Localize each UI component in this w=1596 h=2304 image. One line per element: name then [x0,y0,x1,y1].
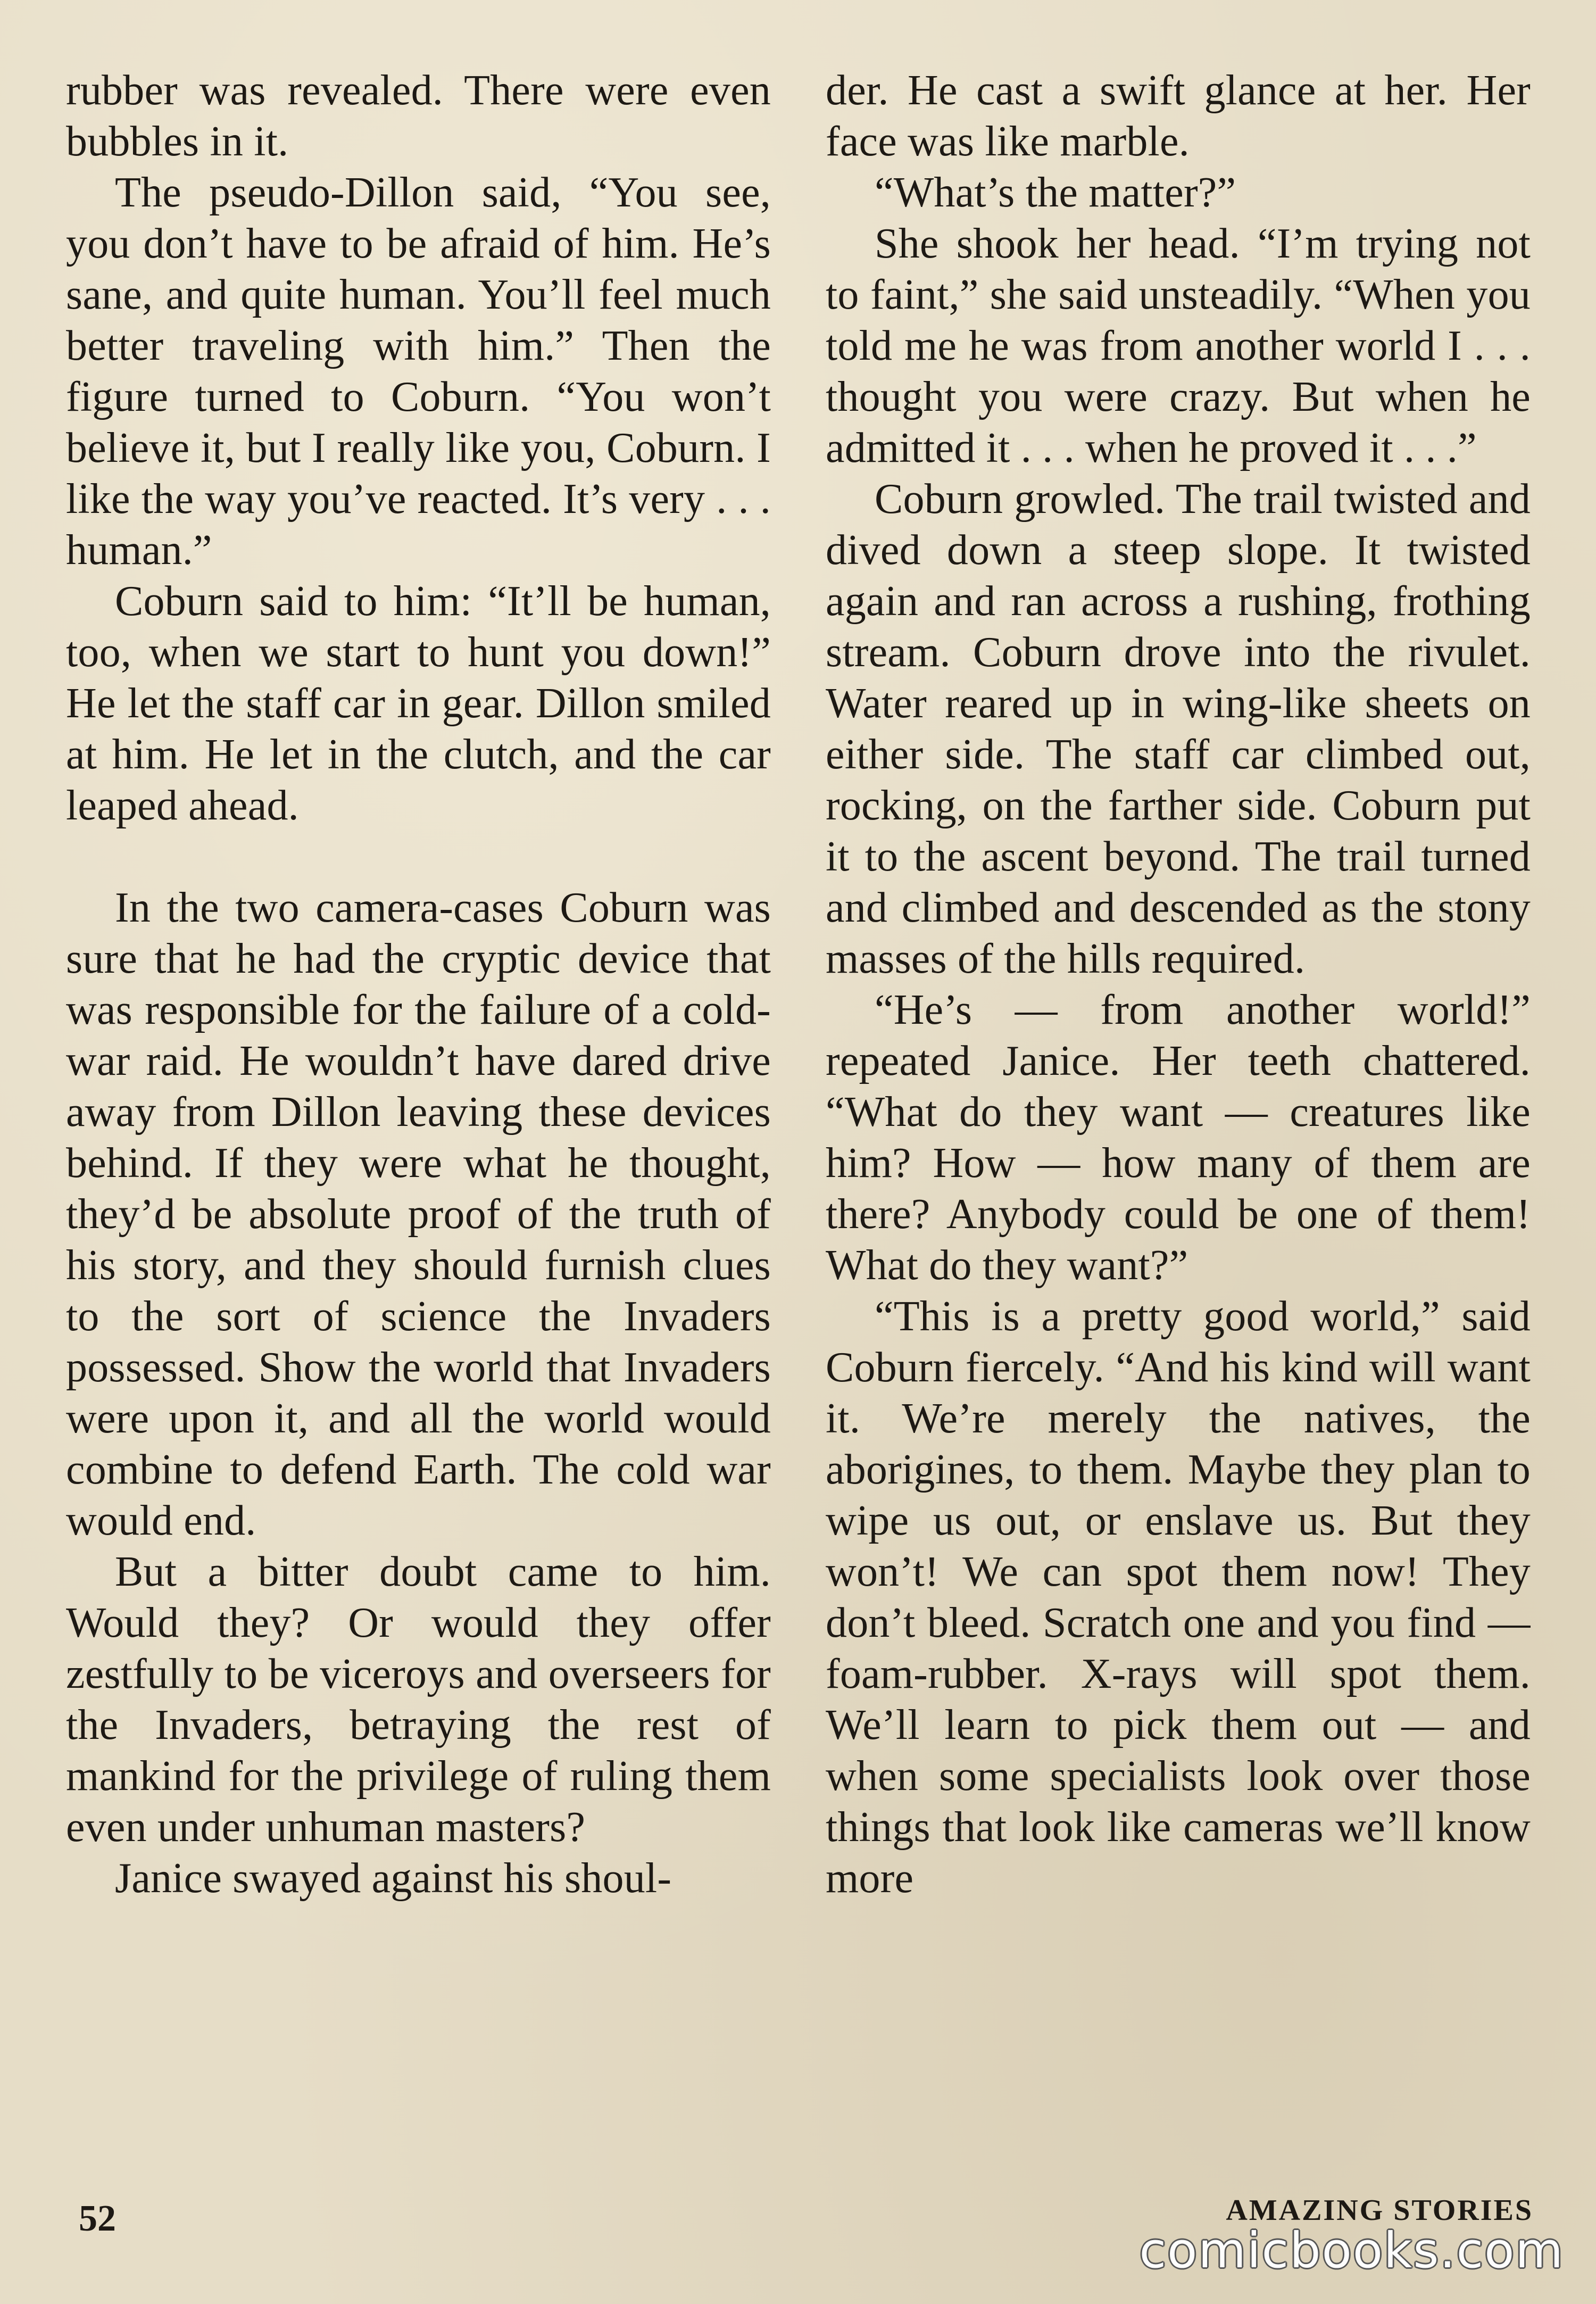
paragraph: But a bitter doubt came to him. Would they? Or would they offer zestfully to be viceroys and overseers for the Invaders, betraying the rest of mankind for the privilege of ruling them even under unhuman masters? [66,1548,771,1851]
paragraph: “What’s the matter?” [875,169,1236,216]
right-text-column [826,65,1531,2151]
paragraph: She shook her head. “I’m trying not to faint,” she said unsteadily. “When you told me he was from another world I . . . thought you were crazy. But when he admitted it . . . when he proved it . . .” [826,220,1531,471]
paragraph: Janice swayed against his shoul- [115,1855,672,1902]
running-footer-title: AMAZING STORIES [1226,2194,1533,2227]
paragraph: Coburn growled. The trail twisted and dived down a steep slope. It twisted again and ran across a rushing, frothing stream. Coburn drove into the rivulet. Water reared up in wing-like sheets on either side. The staff car climbed out, rocking, on the farther side. Coburn put it to the ascent beyond. The trail turned and climbed and descended as the stony masses of the hills required. [826,476,1531,982]
left-text-column [66,65,771,2151]
paragraph: In the two camera-cases Coburn was sure that he had the cryptic device that was responsible for the failure of a cold-war raid. He wouldn’t have dared drive away from Dillon leaving these devices behind. If they were what he thought, they’d be absolute proof of the truth of his story, and they should furnish clues to the sort of science the Invaders possessed. Show the world that Invaders were upon it, and all the world would combine to defend Earth. The cold war would end. [66,884,771,1544]
paragraph: The pseudo-Dillon said, “You see, you don’t have to be afraid of him. He’s sane, and quite human. You’ll feel much better traveling with him.” Then the figure turned to Coburn. “You won’t believe it, but I really like you, Coburn. I like the way you’ve reacted. It’s very . . . human.” [66,169,771,574]
watermark: comicbooks.com [1139,2222,1564,2279]
paragraph: Coburn said to him: “It’ll be human, too, when we start to hunt you down!” He let the staff car in gear. Dillon smiled at him. He let in the clutch, and the car leaped ahead. [66,578,771,829]
page-number: 52 [79,2198,116,2239]
paragraph: “This is a pretty good world,” said Coburn fiercely. “And his kind will want it. We’re merely the natives, the aborigines, to them. Maybe they plan to wipe us out, or enslave us. But they won’t! We can spot them now! They don’t bleed. Scratch one and you find — foam-rubber. X-rays will spot them. We’ll learn to pick them out — and when some specialists look over those things that look like cameras we’ll know more [826,1293,1531,1902]
paragraph: “He’s — from another world!” repeated Janice. Her teeth chattered. “What do they want — creatures like him? How — how many of them are there? Anybody could be one of them! What do they want?” [826,987,1531,1289]
paragraph: rubber was revealed. There were even bubbles in it. [66,67,771,165]
section-break [66,831,771,882]
paragraph: der. He cast a swift glance at her. Her face was like marble. [826,67,1531,165]
